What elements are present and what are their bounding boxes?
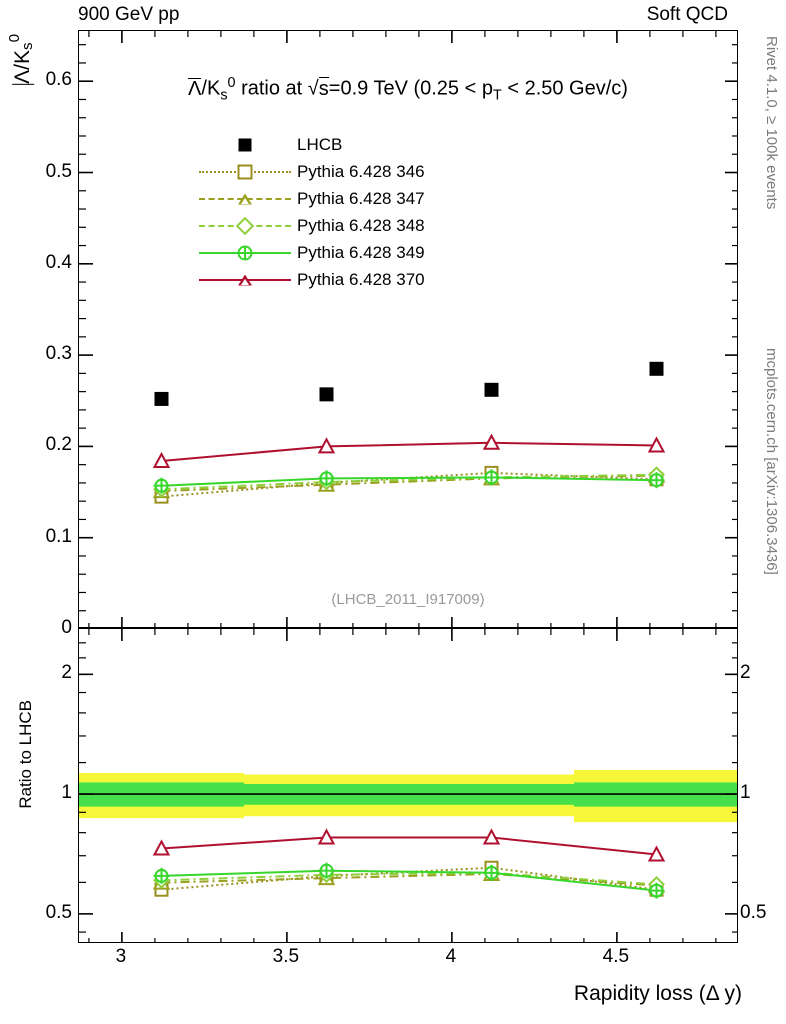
legend-item-pythia-346[interactable] [199,158,425,185]
legend-item-pythia-348[interactable] [199,212,425,239]
legend-key-pythia-346 [199,161,291,183]
legend-key-pythia-348 [199,215,291,237]
ratio-y-tick-label: 0.5 [45,901,72,923]
ratio-y-tick-label: 1 [61,782,72,804]
ratio-y-axis-title: Ratio to LHCB [16,700,35,809]
main-y-tick-label: 0 [61,617,72,638]
main-y-tick-label: 0.1 [45,525,72,547]
main-plot-canvas [79,31,737,627]
main-y-tick-label: 0.3 [45,343,72,365]
main-y-axis-title: $\Lambda/K_s^0$ [6,34,37,84]
ratio-y-tick-labels-right [740,628,780,943]
x-tick-labels [78,946,738,976]
main-plot-panel [78,30,738,628]
rivet-version-note: Rivet 4.1.0, ≥ 100k events [763,36,780,210]
legend-label-pythia-346: Pythia 6.428 346 [297,161,425,181]
plot-title: $\Lambda/K_s^0$ ratio at √s=0.9 TeV ($0.25 < p_T < 2.50$ Gev/c) [188,75,628,104]
main-y-tick-label: 0.5 [45,160,72,182]
legend-label-pythia-349: Pythia 6.428 349 [297,242,425,262]
x-tick-label: 3.5 [272,946,300,967]
x-tick-label: 3 [115,946,127,967]
legend-item-pythia-370[interactable] [199,266,425,293]
diamond-open-icon [236,216,254,234]
ratio-plot-panel [78,628,738,943]
main-y-tick-label: 0.2 [45,434,72,456]
main-y-tick-label: 0.6 [45,69,72,91]
x-tick-label: 4 [445,946,457,967]
legend-label-lhcb: LHCB [297,134,343,154]
main-y-tick-labels [8,30,72,638]
legend-key-pythia-370 [199,269,291,291]
ratio-y-tick-labels [8,628,72,943]
main-y-tick-label: 0.4 [45,251,72,273]
legend-label-pythia-370: Pythia 6.428 370 [297,269,425,289]
legend-item-pythia-347[interactable] [199,185,425,212]
legend [199,131,425,293]
ratio-y-tick-label-right: 0.5 [740,901,767,923]
header-left: 900 GeV pp [78,4,180,25]
legend-item-lhcb[interactable] [199,131,425,158]
legend-item-pythia-349[interactable] [199,239,425,266]
x-axis-title: Rapidity loss (Δ y) [573,982,742,1005]
header-right: Soft QCD [646,4,728,25]
mcplots-source-note: mcplots.cern.ch [arXiv:1306.3436] [763,348,780,575]
legend-key-pythia-349 [199,242,291,264]
x-tick-label: 4.5 [602,946,630,967]
legend-label-pythia-348: Pythia 6.428 348 [297,215,425,235]
legend-key-lhcb [199,134,291,156]
legend-key-pythia-347 [199,188,291,210]
analysis-id-watermark: (LHCB_2011_I917009) [331,591,485,608]
legend-label-pythia-347: Pythia 6.428 347 [297,188,425,208]
ratio-y-tick-label-right: 1 [740,782,751,804]
ratio-y-tick-label-right: 2 [740,662,751,684]
ratio-plot-canvas [79,629,737,942]
ratio-y-tick-label: 2 [61,662,72,684]
